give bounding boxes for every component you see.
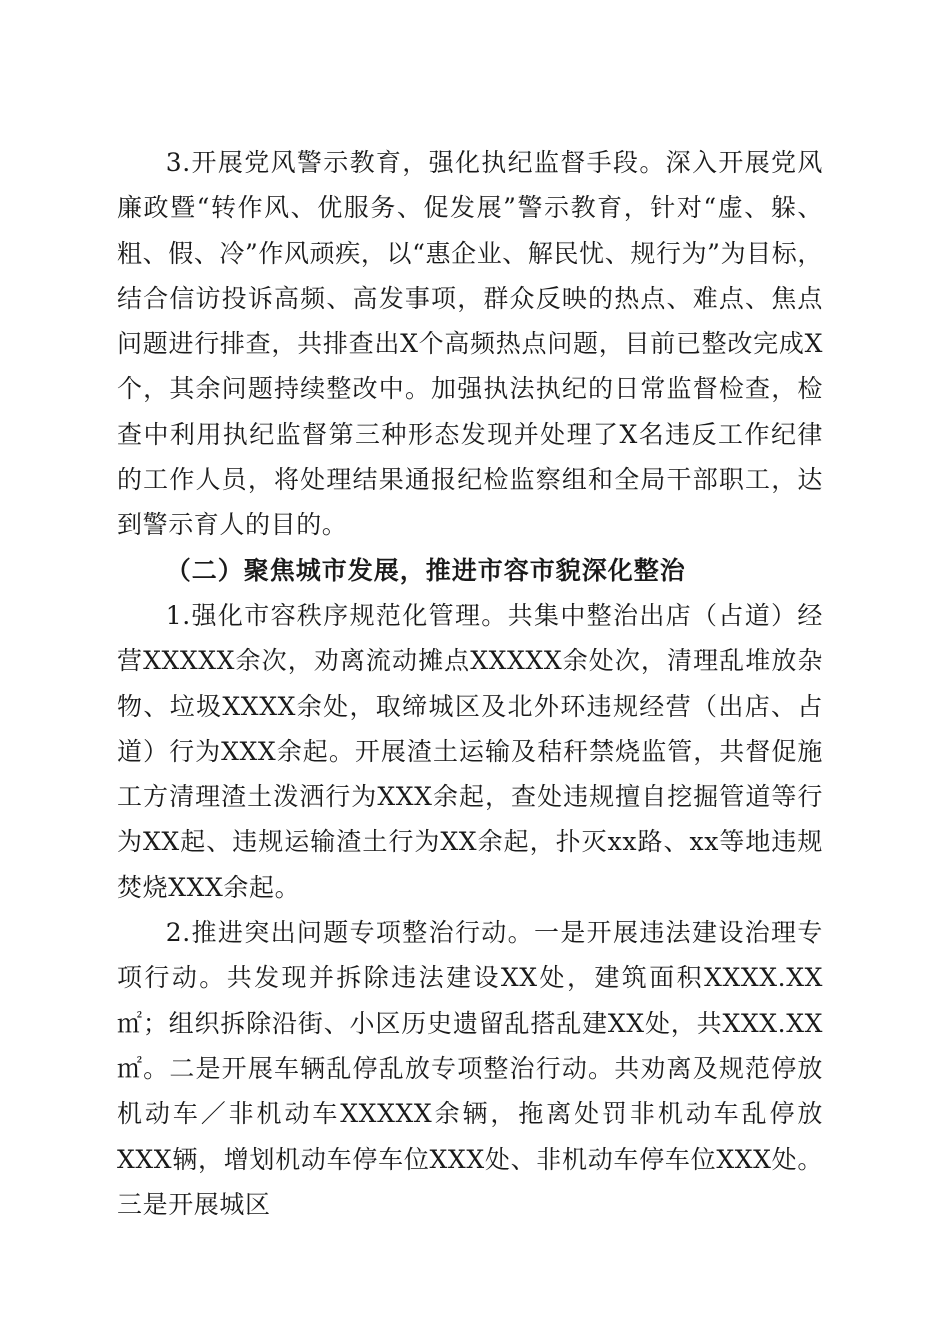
paragraph-party-warning-education: 3.开展党风警示教育，强化执纪监督手段。深入开展党风廉政暨“转作风、优服务、促发展”警示教育，针对“虚、躲、粗、假、冷”作风顽疾，以“惠企业、解民忧、规行为”为目标，结合信访投诉高频、高发事项，群众反映的热点、难点、焦点问题进行排查，共排查出X个高频热点问题，目前已整改完成X个，其余问题持续整改中。加强执法执纪的日常监督检查，检查中利用执纪监督第三种形态发现并处理了X名违反工作纪律的工作人员，将处理结果通报纪检监察组和全局干部职工，达到警示育人的目的。 [117,148,823,540]
document-body [117,140,823,1227]
section-heading-city-development: （二）聚焦城市发展，推进市容市貌深化整治 [165,555,686,585]
paragraph-city-order-management: 1.强化市容秩序规范化管理。共集中整治出店（占道）经营XXXXX余次，劝离流动摊点XXXXX余处次，清理乱堆放杂物、垃圾XXXX余处，取缔城区及北外环违规经营（出店、占道）行为XXX余起。开展渣土运输及秸秆禁烧监管，共督促施工方清理渣土泼洒行为XXX余起，查处违规擅自挖掘管道等行为XX起、违规运输渣土行为XX余起，扑灭xx路、xx等地违规焚烧XXX余起。 [117,600,823,902]
paragraph-special-rectification: 2.推进突出问题专项整治行动。一是开展违法建设治理专项行动。共发现并拆除违法建设XX处，建筑面积XXXX.XX㎡；组织拆除沿街、小区历史遗留乱搭乱建XX处，共XXX.XX㎡。二是开展车辆乱停乱放专项整治行动。共劝离及规范停放机动车／非机动车XXXXX余辆，拖离处罚非机动车乱停放XXX辆，增划机动车停车位XXX处、非机动车停车位XXX处。三是开展城区 [117,918,823,1219]
